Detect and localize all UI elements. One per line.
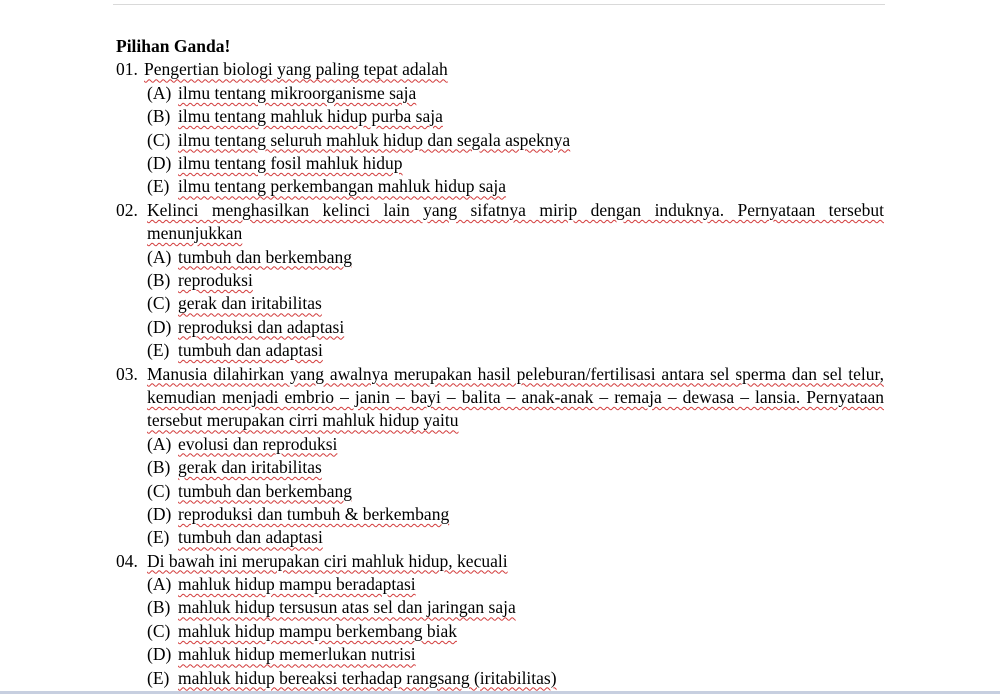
question-text: Manusia dilahirkan yang awalnya merupakan hasil peleburan/fertilisasi antara sel sperma dan sel telur, kemudian menjadi embrio – janin – bayi – balita – anak-anak – remaja – dewasa – lansia. Pernyataan tersebut merupakan cirri mahluk hidup yaitu bbox=[147, 363, 884, 431]
option-letter: (D) bbox=[147, 644, 172, 665]
option-a[interactable] bbox=[147, 433, 884, 456]
option-text: tumbuh dan berkembang bbox=[178, 246, 352, 267]
option-text: mahluk hidup tersusun atas sel dan jaringan saja bbox=[178, 597, 516, 618]
question-4 bbox=[116, 550, 884, 690]
option-letter: (A) bbox=[147, 574, 172, 595]
question-number: 02. bbox=[116, 199, 138, 220]
option-text: gerak dan iritabilitas bbox=[178, 457, 322, 478]
option-letter: (A) bbox=[147, 82, 172, 103]
option-d[interactable] bbox=[147, 316, 884, 339]
option-letter: (B) bbox=[147, 457, 171, 478]
option-d[interactable] bbox=[147, 503, 884, 526]
option-letter: (D) bbox=[147, 503, 172, 524]
question-2 bbox=[116, 199, 884, 363]
option-a[interactable] bbox=[147, 82, 884, 105]
option-b[interactable] bbox=[147, 456, 884, 479]
option-c[interactable] bbox=[147, 620, 884, 643]
option-text: gerak dan iritabilitas bbox=[178, 293, 322, 314]
option-text: reproduksi dan adaptasi bbox=[178, 316, 345, 337]
option-text: mahluk hidup bereaksi terhadap rangsang (iritabilitas) bbox=[178, 667, 557, 688]
option-text: reproduksi dan tumbuh & berkembang bbox=[178, 503, 450, 524]
question-text: Kelinci menghasilkan kelinci lain yang sifatnya mirip dengan induknya. Pernyataan tersebut menunjukkan bbox=[147, 199, 884, 244]
option-text: ilmu tentang mahluk hidup purba saja bbox=[178, 106, 443, 127]
option-text: tumbuh dan adaptasi bbox=[178, 340, 323, 361]
option-text: ilmu tentang perkembangan mahluk hidup saja bbox=[178, 176, 507, 197]
option-e[interactable] bbox=[147, 175, 884, 198]
option-letter: (C) bbox=[147, 129, 171, 150]
option-e[interactable] bbox=[147, 526, 884, 549]
option-e[interactable] bbox=[147, 339, 884, 362]
option-list bbox=[147, 82, 884, 199]
option-text: mahluk hidup mampu beradaptasi bbox=[178, 574, 416, 595]
option-text: tumbuh dan adaptasi bbox=[178, 527, 323, 548]
question-text: Pengertian biologi yang paling tepat adalah bbox=[144, 59, 448, 80]
option-c[interactable] bbox=[147, 292, 884, 315]
page-top-divider bbox=[113, 4, 885, 5]
option-letter: (D) bbox=[147, 316, 172, 337]
option-letter: (B) bbox=[147, 597, 171, 618]
question-number: 01. bbox=[116, 59, 138, 80]
option-c[interactable] bbox=[147, 480, 884, 503]
option-text: ilmu tentang seluruh mahluk hidup dan segala aspeknya bbox=[178, 129, 571, 150]
option-b[interactable] bbox=[147, 269, 884, 292]
option-letter: (D) bbox=[147, 152, 172, 173]
question-1 bbox=[116, 58, 884, 198]
question-text: Di bawah ini merupakan ciri mahluk hidup, kecuali bbox=[147, 550, 508, 571]
option-text: reproduksi bbox=[178, 269, 253, 290]
option-letter: (B) bbox=[147, 106, 171, 127]
question-number: 04. bbox=[116, 550, 138, 571]
option-letter: (C) bbox=[147, 620, 171, 641]
option-a[interactable] bbox=[147, 246, 884, 269]
option-b[interactable] bbox=[147, 105, 884, 128]
option-a[interactable] bbox=[147, 573, 884, 596]
option-text: ilmu tentang fosil mahluk hidup bbox=[178, 152, 403, 173]
option-text: mahluk hidup mampu berkembang biak bbox=[178, 620, 457, 641]
question-number: 03. bbox=[116, 363, 138, 384]
document-page bbox=[116, 35, 884, 690]
option-list bbox=[147, 573, 884, 690]
option-d[interactable] bbox=[147, 152, 884, 175]
option-text: mahluk hidup memerlukan nutrisi bbox=[178, 644, 416, 665]
question-3 bbox=[116, 363, 884, 550]
option-letter: (E) bbox=[147, 527, 170, 548]
option-text: evolusi dan reproduksi bbox=[178, 433, 338, 454]
option-c[interactable] bbox=[147, 129, 884, 152]
option-letter: (C) bbox=[147, 293, 171, 314]
option-e[interactable] bbox=[147, 667, 884, 690]
section-heading: Pilihan Ganda! bbox=[116, 36, 231, 56]
option-letter: (E) bbox=[147, 340, 170, 361]
option-letter: (E) bbox=[147, 176, 170, 197]
option-letter: (A) bbox=[147, 433, 172, 454]
option-text: tumbuh dan berkembang bbox=[178, 480, 352, 501]
option-list bbox=[147, 433, 884, 550]
option-b[interactable] bbox=[147, 596, 884, 619]
option-letter: (C) bbox=[147, 480, 171, 501]
option-text: ilmu tentang mikroorganisme saja bbox=[178, 82, 417, 103]
option-letter: (B) bbox=[147, 269, 171, 290]
option-letter: (A) bbox=[147, 246, 172, 267]
option-list bbox=[147, 246, 884, 363]
option-d[interactable] bbox=[147, 643, 884, 666]
option-letter: (E) bbox=[147, 667, 170, 688]
